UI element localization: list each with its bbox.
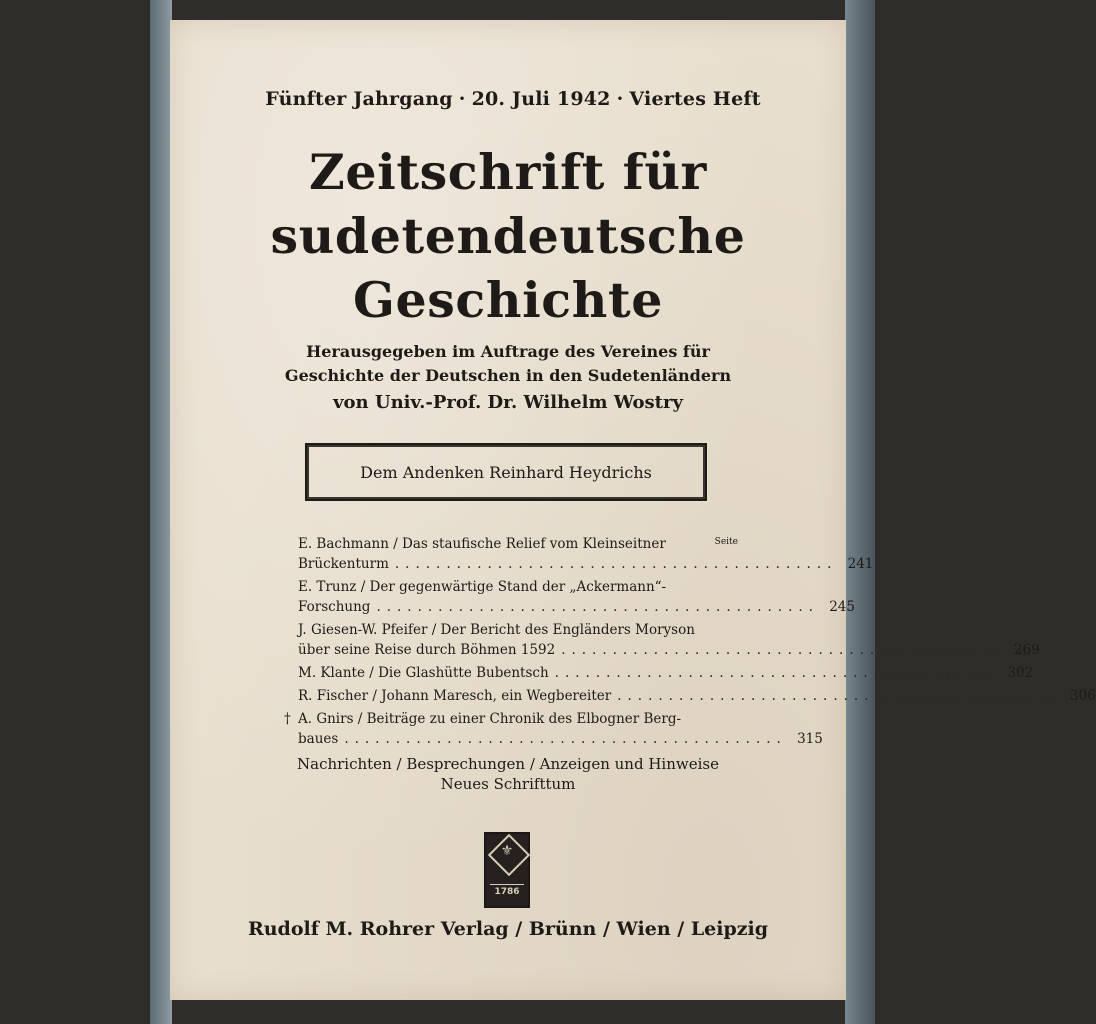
publisher-logo bbox=[484, 832, 530, 908]
volume-label: Fünfter Jahrgang bbox=[265, 88, 453, 110]
toc-entry bbox=[298, 577, 855, 617]
page-column-label: Seite bbox=[714, 537, 738, 547]
regular-sections bbox=[210, 754, 806, 794]
dedication-text: Dem Andenken Reinhard Heydrichs bbox=[360, 462, 652, 482]
book-edge-left bbox=[150, 0, 172, 1024]
toc-entry bbox=[298, 620, 1040, 660]
toc-entry-line: R. Fischer / Johann Maresch, ein Wegbereiter bbox=[298, 688, 612, 704]
fleur-de-lis-icon: ⚜ bbox=[500, 843, 514, 859]
toc-page-number: 306 bbox=[1069, 688, 1096, 704]
toc-page-number: 245 bbox=[829, 599, 855, 615]
table-of-contents bbox=[284, 534, 1096, 752]
toc-entry bbox=[298, 663, 1034, 683]
toc-page-number: 241 bbox=[847, 556, 874, 572]
dot-leader: ........................................... bbox=[394, 556, 838, 572]
title-line-1: Zeitschrift für bbox=[309, 143, 707, 201]
editor-info-line-1: Herausgegeben im Auftrage des Vereines für bbox=[306, 342, 710, 361]
dedication-box bbox=[305, 443, 707, 501]
dagger-icon: † bbox=[284, 711, 291, 727]
publisher-imprint: Rudolf M. Rohrer Verlag / Brünn / Wien / Leipzig bbox=[247, 918, 769, 940]
dot-leader: ........................................... bbox=[561, 642, 1004, 658]
journal-cover bbox=[170, 20, 1096, 1000]
editor-name: von Univ.-Prof. Dr. Wilhelm Wostry bbox=[333, 392, 683, 413]
book-edge-right bbox=[845, 0, 875, 1024]
issue-date: 20. Juli 1942 bbox=[471, 88, 611, 110]
dot-leader: ........................................... bbox=[617, 688, 1060, 704]
sections-line-2: Neues Schrifttum bbox=[440, 775, 576, 793]
sections-line-1: Nachrichten / Besprechungen / Anzeigen und Hinweise bbox=[297, 755, 719, 773]
header-separator: · bbox=[616, 88, 624, 110]
header-separator: · bbox=[458, 88, 466, 110]
dot-leader: ........................................... bbox=[554, 665, 998, 681]
toc-entry bbox=[284, 709, 823, 749]
toc-entry-line: A. Gnirs / Beiträge zu einer Chronik des Elbogner Berg- bbox=[298, 711, 682, 727]
toc-entry-line: J. Giesen-W. Pfeifer / Der Bericht des Engländers Moryson bbox=[298, 622, 695, 638]
toc-entry-line: Forschung bbox=[298, 599, 371, 615]
toc-entry-line: E. Trunz / Der gegenwärtige Stand der „Ackermann“- bbox=[298, 579, 667, 595]
dot-leader: ........................................... bbox=[344, 731, 787, 747]
toc-entry bbox=[298, 686, 1096, 706]
title-line-3: Geschichte bbox=[353, 271, 663, 329]
toc-entry-line: baues bbox=[298, 731, 339, 747]
toc-page-number: 269 bbox=[1013, 642, 1040, 658]
toc-page-number: 302 bbox=[1007, 665, 1034, 681]
issue-header bbox=[220, 88, 806, 110]
journal-title bbox=[170, 140, 846, 332]
toc-page-number: 315 bbox=[797, 731, 823, 747]
toc-entry-line: M. Klante / Die Glashütte Bubentsch bbox=[298, 665, 549, 681]
issue-number: Viertes Heft bbox=[629, 88, 761, 110]
toc-entry-line: E. Bachmann / Das staufische Relief vom Kleinseitner bbox=[298, 536, 666, 552]
toc-entry-line: über seine Reise durch Böhmen 1592 bbox=[298, 642, 556, 658]
title-line-2: sudetendeutsche bbox=[270, 207, 746, 265]
dot-leader: ........................................... bbox=[376, 599, 819, 615]
toc-entry bbox=[298, 534, 874, 574]
toc-entry-line: Brückenturm bbox=[298, 556, 389, 572]
logo-year: 1786 bbox=[490, 884, 524, 897]
editor-info-line-2: Geschichte der Deutschen in den Sudetenländern bbox=[284, 366, 732, 385]
editor-info bbox=[210, 340, 806, 418]
